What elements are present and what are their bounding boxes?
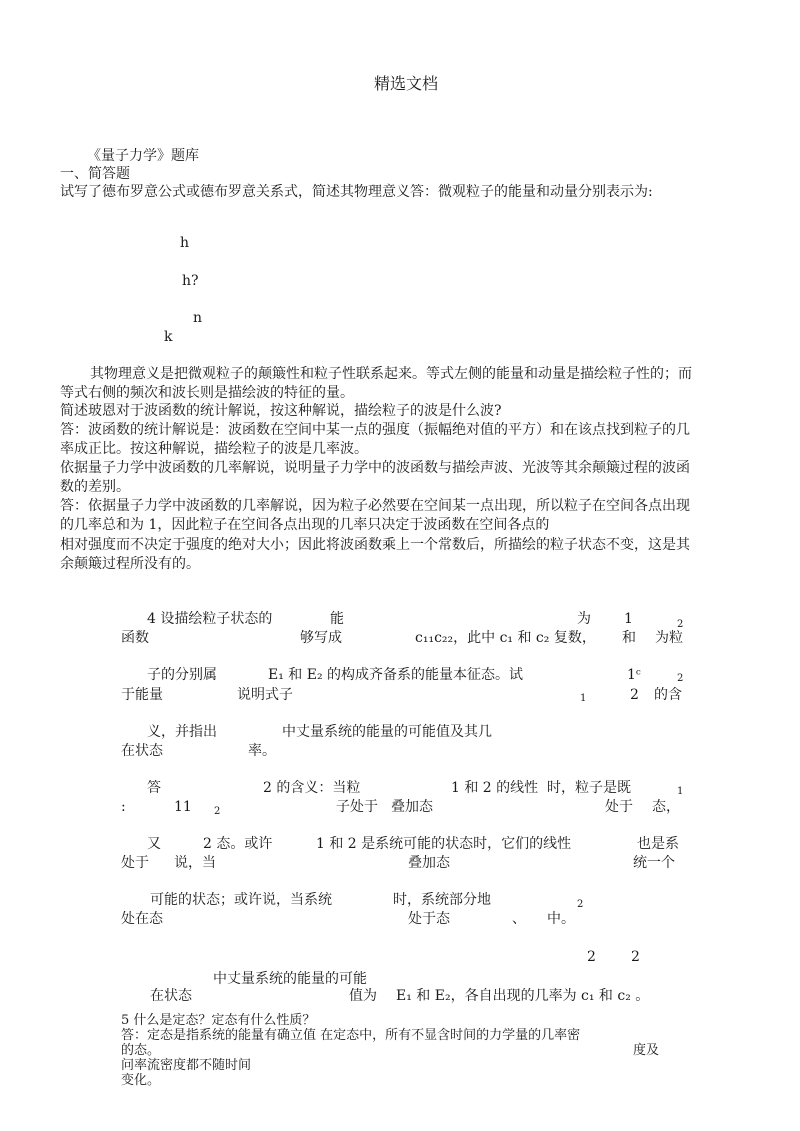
q4-frag-g3: 1 和 2 的线性 [451,780,539,796]
q4-frag-b2: 够写成 [300,630,342,646]
q4-frag-a1: 4 设描绘粒子状态的 [147,611,273,627]
q4-frag-j2: 说，当 [174,855,216,871]
q1-meaning-line-2: 等式右侧的频次和波长则是描绘波的特征的量。 [60,385,354,401]
q4-frag-d4: 2 [630,687,639,703]
formula-k: k [164,329,173,345]
q4-frag-a3: 为 [577,611,591,627]
section-heading: 一、简答题 [60,166,130,182]
q4-frag-g1: 答 [147,780,161,796]
q4-frag-g5: 1 [677,786,684,797]
q4-frag-d2: 说明式子 [237,687,293,703]
q1-meaning-line-1: 其物理意义是把微观粒子的颠簸性和粒子性联系起来。等式左侧的能量和动量是描绘粒子性的；而 [90,366,692,382]
q5-answer-line-4: 变化。 [121,1073,161,1088]
q4-frag-i1: 又 [147,836,161,852]
q4-frag-d5: 的含 [654,687,682,703]
q4-frag-f1: 在状态 [121,743,163,759]
q3-question-line-1: 依据量子力学中波函数的几率解说，说明量子力学中的波函数与描绘声波、光波等其余颠簸过程的波函 [60,460,690,476]
page-header-title: 精选文档 [374,74,439,93]
q4-frag-h5: 叠加态 [391,799,433,815]
q4-frag-k1: 可能的状态；或许说，当系统 [150,892,332,908]
q4-frag-e1: 义，并指出 [147,724,217,740]
q3-answer-line-3: 相对强度而不决定于强度的绝对大小；因此将波函数乘上一个常数后，所描绘的粒子状态不变，这是其 [60,537,690,553]
q4-frag-j3: 叠加态 [408,855,450,871]
q4-frag-b1: 函数 [121,630,149,646]
q4-frag-h6: 处于 [605,799,633,815]
q4-frag-c2: E₁ 和 E₂ 的构成齐备系的能量本征态。试 [268,667,524,683]
q2-answer-line-2: 率成正比。按这种解说，描绘粒子的波是几率波。 [60,441,368,457]
q4-frag-f2: 率。 [248,743,276,759]
q4-frag-m1: 2 [587,949,596,965]
q5-question: 5 什么是定态？定态有什么性质？ [121,1013,316,1028]
q4-frag-k2: 时，系统部分地 [393,892,491,908]
q4-frag-o3: E₁ 和 E₂，各自出现的几率为 c₁ 和 c₂ 。 [396,988,650,1004]
q4-frag-i3: 1 和 2 是系统可能的状态时，它们的线性 [316,836,572,852]
q4-frag-o2: 值为 [349,988,377,1004]
q3-answer-line-1: 答：依据量子力学中波函数的几率解说，因为粒子必然要在空间某一点出现，所以粒子在空间各点出现 [60,498,690,514]
q4-frag-o1: 在状态 [150,988,192,1004]
q4-frag-b3: c₁₁c₂₂，此中 c₁ 和 c₂ 复数， [415,630,596,646]
q2-question: 简述玻恩对于波函数的统计解说，按这种解说，描绘粒子的波是什么波? [60,403,502,419]
q4-frag-i4: 也是系 [637,836,679,852]
q4-frag-c4: 2 [677,673,684,684]
q4-frag-g4: 时，粒子是既 [547,780,631,796]
q4-frag-c1: 子的分别属 [147,667,217,683]
q4-frag-l4: 中。 [547,911,575,927]
q4-frag-a4: 1 [624,611,633,627]
q4-frag-l1: 处在态 [121,911,163,927]
q4-frag-i2: 2 态。或许 [203,836,273,852]
q4-frag-h4: 子处于 [336,799,378,815]
q4-frag-n1: 中丈量系统的能量的可能 [213,971,367,987]
q4-frag-h3: 2 [214,806,221,817]
q5-answer-line-2: 的态。 [121,1043,161,1058]
q5-answer-line-1: 答：定态是指系统的能量有确立值 在定态中，所有不显含时间的力学量的几率密 [121,1028,581,1043]
q3-answer-line-4: 余颠簸过程所没有的。 [60,556,200,572]
q4-frag-h2: 11 [174,799,192,815]
q3-answer-line-2: 的几率总和为 1，因此粒子在空间各点出现的几率只决定于波函数在空间各点的 [60,517,550,533]
q5-answer-line-3: 问率流密度都不随时间 [121,1058,252,1073]
q4-frag-a2: 能 [330,611,344,627]
book-title: 《量子力学》题库 [87,148,199,164]
q4-frag-l3: 、 [512,911,526,927]
q5-answer-line-2b: 度及 [633,1043,660,1058]
q4-frag-k3: 2 [577,899,584,910]
q4-frag-g2: 2 的含义：当粒 [263,780,361,796]
q4-frag-h7: 态， [652,799,680,815]
formula-h: h [180,235,190,251]
q2-answer-line-1: 答：波函数的统计解说是：波函数在空间中某一点的强度（振幅绝对值的平方）和在该点找到粒子的几 [60,422,690,438]
q4-frag-d1: 于能量 [121,687,163,703]
q4-frag-b4: 和 [622,630,636,646]
q4-frag-l2: 处于态 [408,911,450,927]
q4-frag-h1: : [121,799,126,815]
q4-frag-m2: 2 [631,949,640,965]
q4-frag-a5: 2 [677,619,684,630]
q4-frag-d3: 1 [580,693,587,704]
q4-frag-j1: 处于 [121,855,149,871]
q4-frag-c3: 1ᶜ [627,667,641,683]
q4-frag-e2: 中丈量系统的能量的可能值及其几 [282,724,492,740]
q1-question: 试写了德布罗意公式或德布罗意关系式，简述其物理意义答：微观粒子的能量和动量分别表示为: [60,184,653,200]
formula-h-nu: h? [182,273,199,289]
q3-question-line-2: 数的差别。 [60,479,130,495]
q4-frag-b5: 为粒 [655,630,683,646]
formula-n: n [193,310,203,326]
q4-frag-j4: 统一个 [633,855,675,871]
